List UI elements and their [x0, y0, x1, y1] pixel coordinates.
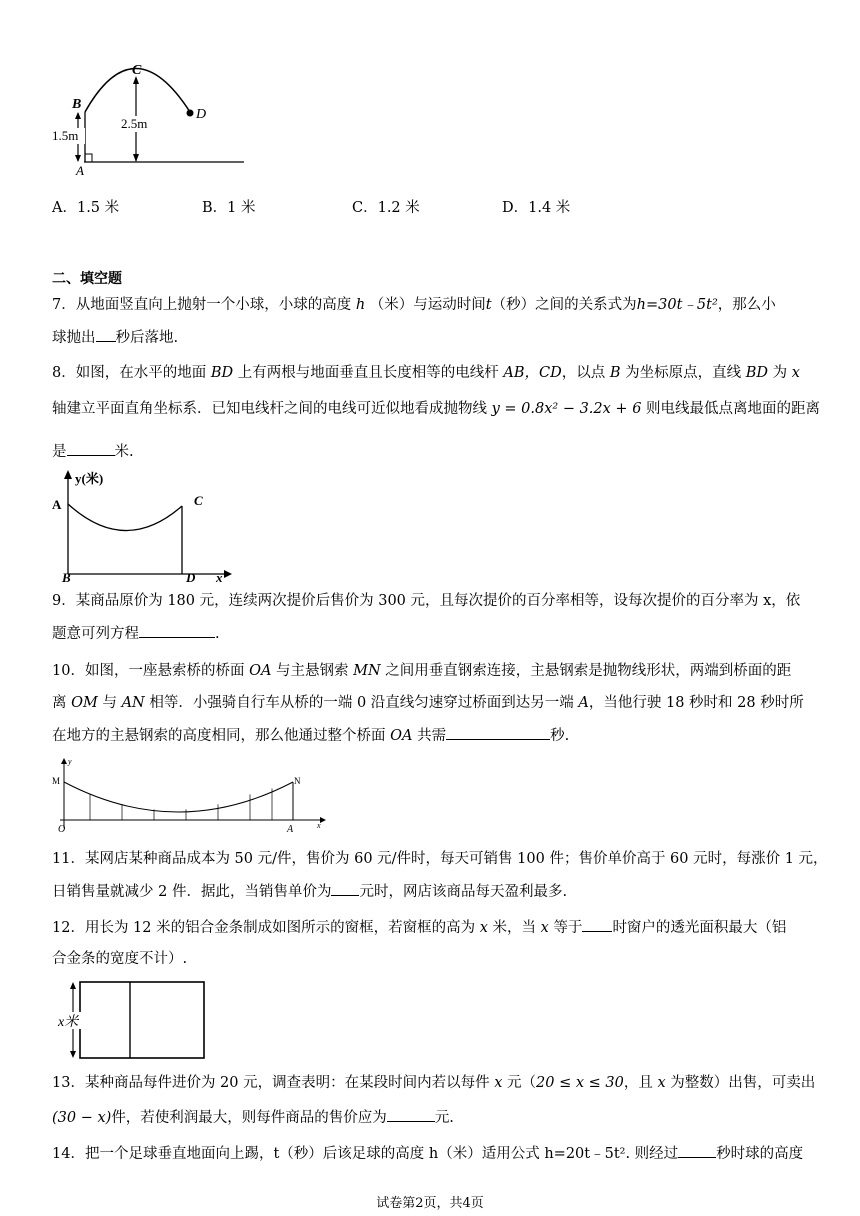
- q14-line1: 14．把一个足球垂直地面向上踢，t（秒）后该足球的高度 h（米）适用公式 h=20t﹣5t². 则经过 秒时球的高度: [52, 1142, 820, 1165]
- wire-curve: [68, 504, 182, 531]
- q8-line3: 是 米.: [52, 440, 820, 463]
- label-d: D: [196, 107, 207, 122]
- q6-figure: [48, 60, 248, 180]
- q8-figure: [48, 466, 238, 584]
- q10-line2: 离 OM 与 AN 相等．小强骑自行车从桥的一端 0 沿直线匀速穿过桥面到达另一端 A，当他行驶 18 秒时和 28 秒时所: [52, 695, 804, 711]
- q10-answer-blank[interactable]: [446, 724, 550, 740]
- label-a: A: [76, 163, 84, 178]
- option-b: B．1 米: [202, 200, 256, 216]
- q9-answer-blank[interactable]: [139, 622, 215, 638]
- q14-answer-blank[interactable]: [678, 1142, 716, 1158]
- label-y-meters: y(米): [75, 471, 104, 486]
- q8-line1: 8．如图，在水平的地面 BD 上有两根与地面垂直且长度相等的电线杆 AB，CD，以点 B 为坐标原点，直线 BD 为 x: [52, 365, 800, 381]
- label-m: M: [52, 776, 61, 786]
- label-c: C: [194, 493, 203, 508]
- label-b: B: [72, 97, 82, 112]
- label-n: N: [294, 776, 301, 786]
- label-2-5m: 2.5m: [121, 116, 148, 131]
- q7-answer-blank[interactable]: [96, 326, 116, 342]
- q11-line2: 日销售量就减少 2 件．据此，当销售单价为 元时，网店该商品每天盈利最多.: [52, 880, 820, 903]
- page-footer: 试卷第2页，共4页: [376, 1196, 484, 1211]
- q12-line2: 合金条的宽度不计）.: [52, 951, 188, 967]
- q7-line2: 球抛出 秒后落地.: [52, 326, 820, 349]
- section-title: 二、填空题: [52, 271, 122, 287]
- option-a: A．1.5 米: [52, 200, 120, 216]
- q12-answer-blank[interactable]: [582, 916, 612, 932]
- label-o: O: [58, 824, 66, 834]
- option-c: C．1.2 米: [352, 200, 420, 216]
- q11-answer-blank[interactable]: [331, 880, 359, 896]
- right-angle-mark: [85, 154, 92, 162]
- label-x: x: [216, 570, 223, 584]
- q10-figure: [50, 756, 330, 834]
- main-cable: [64, 782, 293, 812]
- q11-line1: 11．某网店某种商品成本为 50 元/件，售价为 60 元/件时，每天可销售 100 件；售价单价高于 60 元时，每涨价 1 元，: [52, 851, 828, 867]
- q13-answer-blank[interactable]: [387, 1106, 435, 1122]
- window-frame: [80, 982, 204, 1058]
- label-d: D: [186, 570, 196, 584]
- label-a: A: [287, 824, 294, 834]
- label-a: A: [52, 497, 62, 512]
- option-d: D．1.4 米: [502, 200, 571, 216]
- q8-answer-blank[interactable]: [67, 440, 115, 456]
- label-y: y: [68, 757, 72, 766]
- label-x-meters: x米: [58, 1015, 79, 1030]
- label-x: x: [317, 821, 321, 830]
- label-b: B: [62, 570, 71, 584]
- point-d: [187, 110, 194, 117]
- q13-line1: 13．某种商品每件进价为 20 元，调查表明：在某段时间内若以每件 x 元（20 ≤ x ≤ 30，且 x 为整数）出售，可卖出: [52, 1075, 816, 1091]
- q10-line3: 在地方的主悬钢索的高度相同，那么他通过整个桥面 OA 共需 秒.: [52, 724, 820, 747]
- q13-line2: (30 − x)件，若使利润最大，则每件商品的售价应为 元.: [52, 1106, 820, 1129]
- q12-line1: 12．用长为 12 米的铝合金条制成如图所示的窗框，若窗框的高为 x 米，当 x 等于 时窗户的透光面积最大（铝: [52, 916, 820, 939]
- q8-line2: 轴建立平面直角坐标系．已知电线杆之间的电线可近似地看成抛物线 y = 0.8x² − 3.2x + 6 则电线最低点离地面的距离: [52, 401, 821, 417]
- vertical-cables: [90, 789, 272, 821]
- label-1-5m: 1.5m: [52, 128, 79, 143]
- q10-line1: 10．如图，一座悬索桥的桥面 OA 与主悬钢索 MN 之间用垂直钢索连接，主悬钢索是抛物线形状，两端到桥面的距: [52, 663, 792, 679]
- q7-line1: 7．从地面竖直向上抛射一个小球，小球的高度 h （米）与运动时间t（秒）之间的关系式为h=30t﹣5t²，那么小: [52, 297, 776, 313]
- label-c: C: [132, 63, 142, 78]
- q12-figure: [50, 978, 210, 1062]
- q9-line1: 9．某商品原价为 180 元，连续两次提价后售价为 300 元，且每次提价的百分率相等，设每次提价的百分率为 x，依: [52, 593, 801, 609]
- q9-line2: 题意可列方程 .: [52, 622, 820, 645]
